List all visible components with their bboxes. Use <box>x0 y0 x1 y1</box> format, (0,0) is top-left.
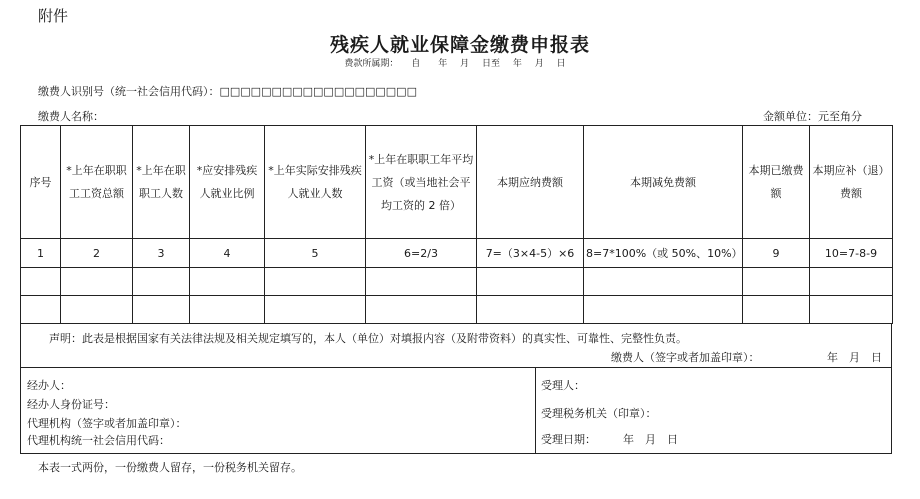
period-from-day: 日至 <box>481 59 500 69</box>
empty-cell[interactable] <box>265 268 366 296</box>
header-cell: *应安排残疾人就业比例 <box>190 126 265 239</box>
period-label: 费款所属期： <box>344 59 399 69</box>
form-title: 残疾人就业保障金缴费申报表 <box>329 34 590 56</box>
formula-cell: 3 <box>133 239 190 268</box>
payer-name-field: 缴费人名称： <box>38 110 104 123</box>
empty-cell[interactable] <box>477 268 584 296</box>
empty-cell[interactable] <box>61 296 133 324</box>
period-from-year: 自 年 <box>411 59 448 69</box>
agency-code-field: 代理机构统一社会信用代码： <box>27 434 170 447</box>
header-cell: *上年在职职工工资总额 <box>61 126 133 239</box>
table-header-row <box>21 126 893 239</box>
empty-cell[interactable] <box>743 296 810 324</box>
formula-cell: 1 <box>21 239 61 268</box>
empty-cell[interactable] <box>133 268 190 296</box>
tax-office-field: 受理税务机关（印章）： <box>541 407 657 420</box>
header-cell: *上年在职职工人数 <box>133 126 190 239</box>
acceptance-date-label: 受理日期： <box>541 433 596 446</box>
formula-cell: 6=2/3 <box>366 239 477 268</box>
declaration-statement: 声明：此表是根据国家有关法律法规及相关规定填写的，本人（单位）对填报内容（及附带资料）的真实性、可靠性、完整性负责。 <box>49 332 687 345</box>
payer-sign-date: 年 月 日 <box>827 351 882 364</box>
empty-cell[interactable] <box>743 268 810 296</box>
header-cell: *上年实际安排残疾人就业人数 <box>265 126 366 239</box>
empty-cell[interactable] <box>133 296 190 324</box>
header-cell: 本期减免费额 <box>584 126 743 239</box>
footnote: 本表一式两份，一份缴费人留存，一份税务机关留存。 <box>38 461 302 474</box>
empty-row <box>21 296 893 324</box>
empty-cell[interactable] <box>190 268 265 296</box>
handler-id-field: 经办人身份证号： <box>27 398 115 411</box>
empty-row <box>21 268 893 296</box>
payer-id-field: 缴费人识别号（统一社会信用代码）：□□□□□□□□□□□□□□□□□□□ <box>38 85 417 98</box>
empty-cell[interactable] <box>584 296 743 324</box>
amount-unit: 金额单位：元至角分 <box>763 110 862 123</box>
fee-period <box>0 56 920 69</box>
formula-cell: 5 <box>265 239 366 268</box>
declaration-table <box>20 125 893 324</box>
agency-field: 代理机构（签字或者加盖印章）： <box>27 417 187 430</box>
header-cell: 本期应纳费额 <box>477 126 584 239</box>
empty-cell[interactable] <box>366 268 477 296</box>
empty-cell[interactable] <box>810 296 893 324</box>
payer-signature-field: 缴费人（签字或者加盖印章）： <box>611 351 760 364</box>
period-from-month: 月 <box>460 59 470 69</box>
formula-cell: 2 <box>61 239 133 268</box>
acceptance-date-value: 年 月 日 <box>623 433 678 446</box>
period-to-day: 日 <box>556 59 566 69</box>
empty-cell[interactable] <box>21 268 61 296</box>
section-divider <box>535 368 536 453</box>
formula-cell: 7=（3×4-5）×6 <box>477 239 584 268</box>
header-cell: 本期已缴费额 <box>743 126 810 239</box>
formula-cell: 8=7*100%（或 50%、10%） <box>584 239 743 268</box>
handler-field: 经办人： <box>27 379 71 392</box>
empty-cell[interactable] <box>265 296 366 324</box>
header-cell: *上年在职职工年平均工资（或当地社会平均工资的 2 倍） <box>366 126 477 239</box>
header-cell: 本期应补（退）费额 <box>810 126 893 239</box>
empty-cell[interactable] <box>366 296 477 324</box>
empty-cell[interactable] <box>584 268 743 296</box>
empty-cell[interactable] <box>21 296 61 324</box>
attachment-label: 附件 <box>38 7 69 25</box>
empty-cell[interactable] <box>61 268 133 296</box>
empty-cell[interactable] <box>810 268 893 296</box>
formula-cell: 10=7-8-9 <box>810 239 893 268</box>
formula-cell: 9 <box>743 239 810 268</box>
declaration-section <box>20 323 892 368</box>
empty-cell[interactable] <box>477 296 584 324</box>
formula-cell: 4 <box>190 239 265 268</box>
empty-cell[interactable] <box>190 296 265 324</box>
period-to-year: 年 <box>512 59 522 69</box>
receiver-field: 受理人： <box>541 379 585 392</box>
period-to-month: 月 <box>534 59 544 69</box>
formula-row <box>21 239 893 268</box>
header-cell: 序号 <box>21 126 61 239</box>
processing-section <box>20 368 892 454</box>
